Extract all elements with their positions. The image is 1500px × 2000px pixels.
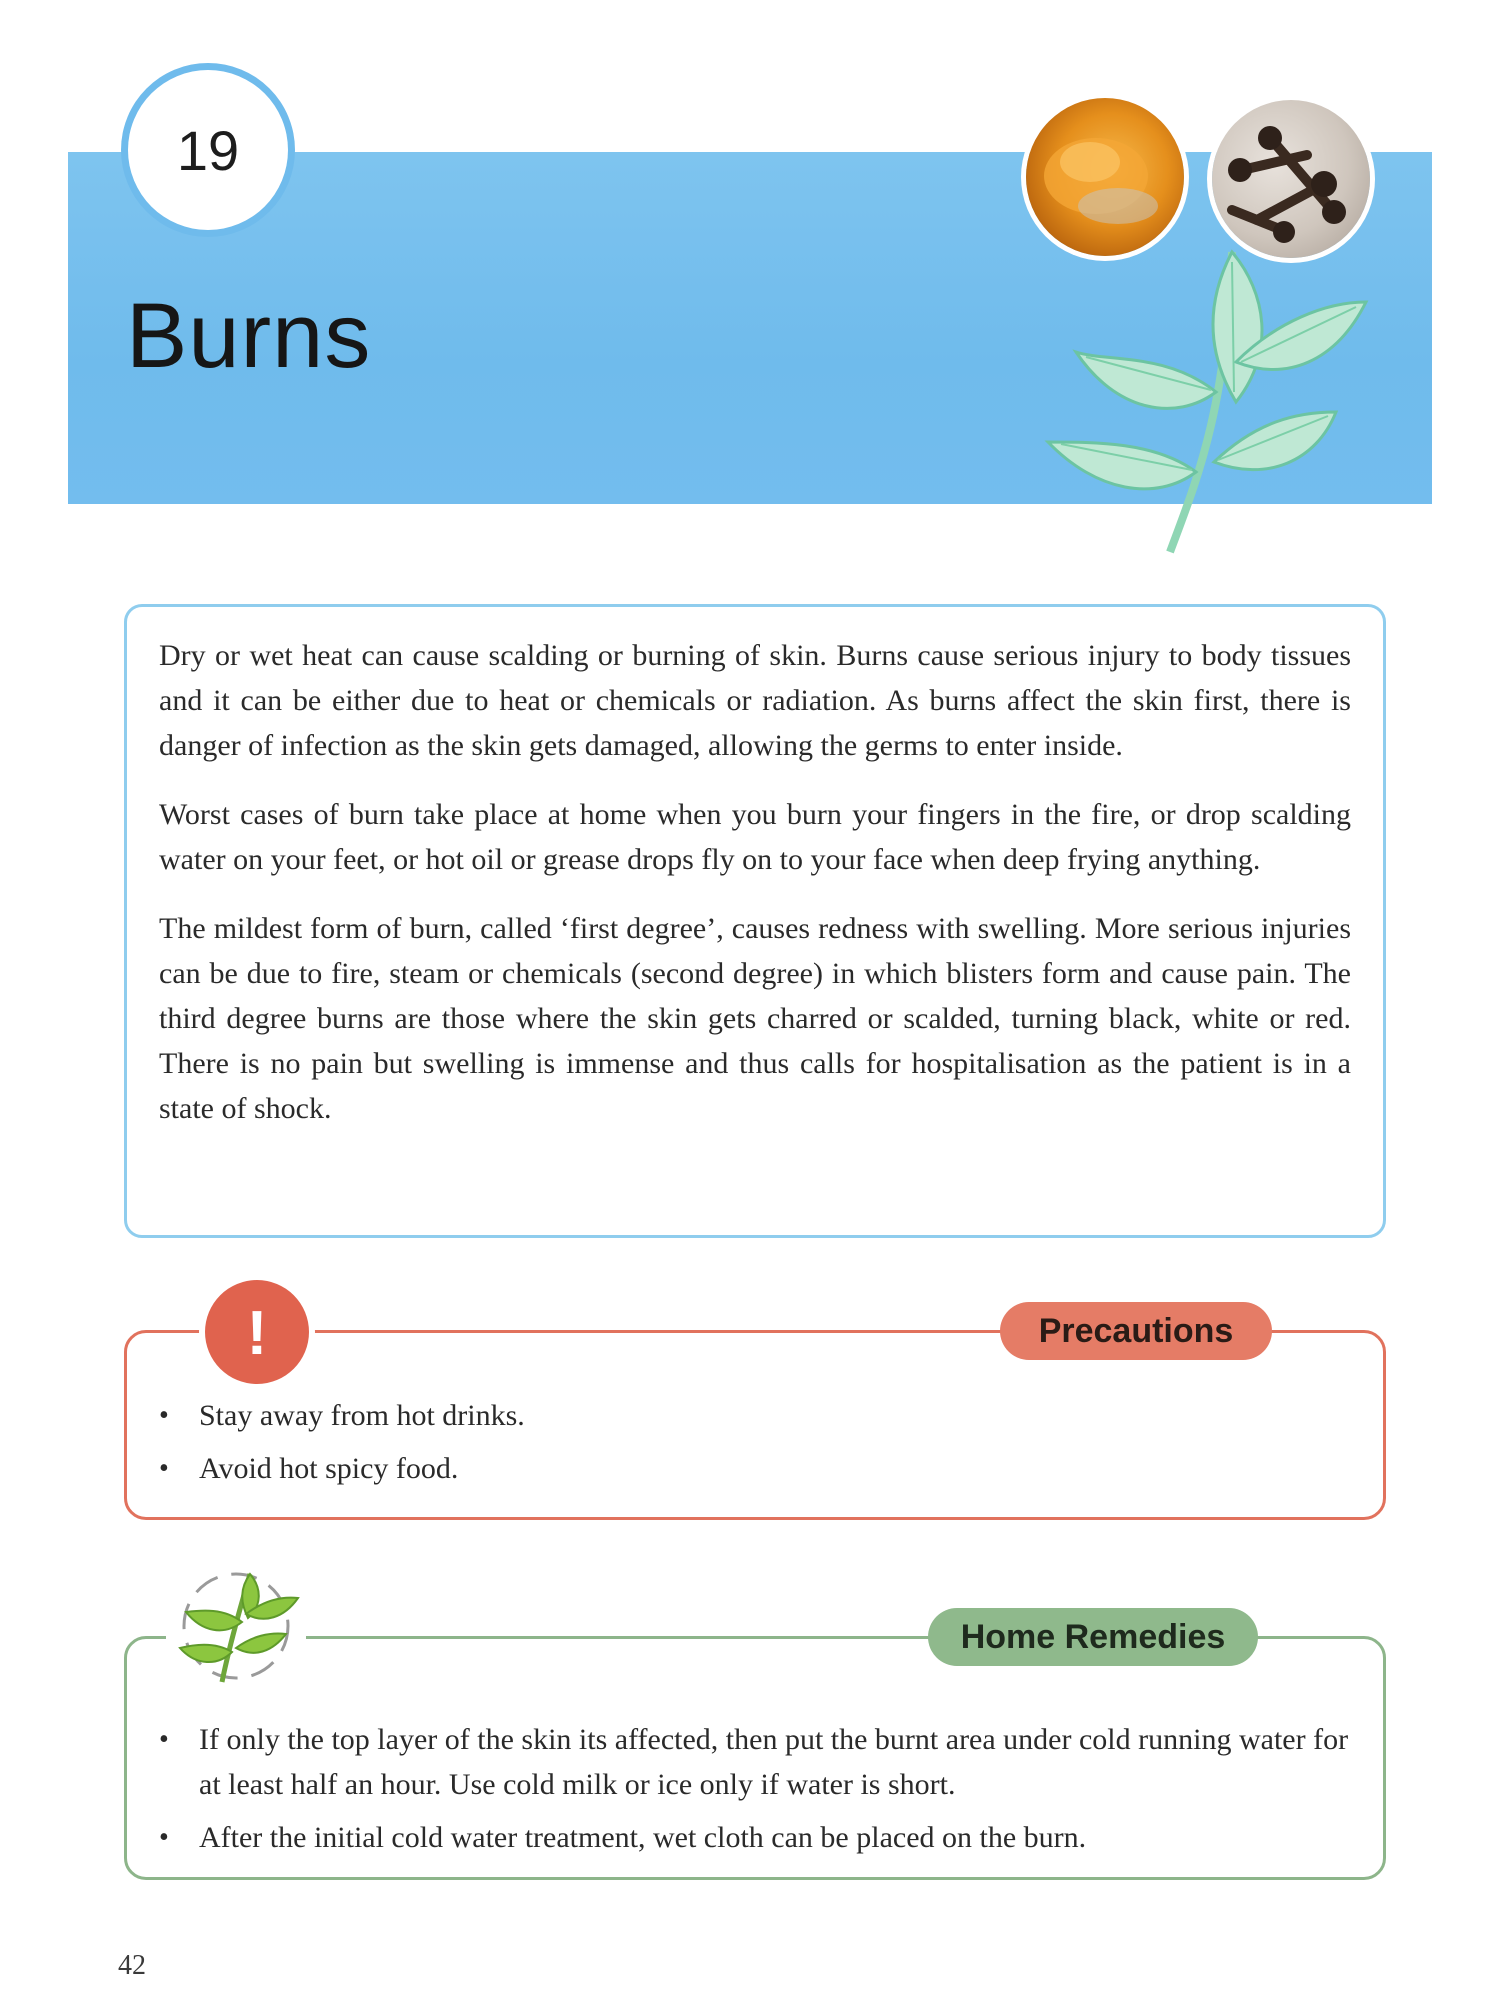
- intro-paragraph: Dry or wet heat can cause scalding or burning of skin. Burns cause serious injury to body tissues and it can be either due to heat or chemicals or radiation. As burns affect the skin first, there is danger of infection as the skin gets damaged, allowing the germs to enter inside.: [159, 639, 1351, 762]
- intro-panel: [124, 604, 1386, 1238]
- remedies-label: Home Remedies: [928, 1608, 1258, 1666]
- warning-icon-glyph: !: [246, 1299, 268, 1368]
- chapter-number: 19: [128, 70, 288, 230]
- precautions-list: [159, 1393, 525, 1499]
- remedies-panel: [124, 1636, 1386, 1880]
- page-title: Burns: [126, 285, 372, 387]
- remedies-list: [159, 1717, 1351, 1868]
- intro-paragraph: Worst cases of burn take place at home when you burn your fingers in the fire, or drop scalding water on your feet, or hot oil or grease drops fly on to your face when deep frying anything.: [159, 798, 1351, 876]
- leaf-decoration-icon: [1036, 212, 1376, 572]
- page-number: 42: [118, 1950, 146, 1981]
- intro-paragraph: The mildest form of burn, called ‘first degree’, causes redness with swelling. More serious injuries can be due to fire, steam or chemicals (second degree) in which blisters form and cause pain. The third degree burns are those where the skin gets charred or scalded, turning black, white or red. There is no pain but swelling is immense and thus calls for hospitalisation as the patient is in a state of shock.: [159, 912, 1351, 1125]
- list-item: • Avoid hot spicy food.: [159, 1446, 525, 1491]
- list-item: • After the initial cold water treatment, wet cloth can be placed on the burn.: [159, 1815, 1351, 1860]
- list-item: • If only the top layer of the skin its affected, then put the burnt area under cold running water for at least half an hour. Use cold milk or ice only if water is short.: [159, 1717, 1351, 1807]
- herb-icon: [166, 1552, 306, 1692]
- precautions-label: Precautions: [1000, 1302, 1272, 1360]
- warning-icon: [205, 1280, 309, 1384]
- list-item: • Stay away from hot drinks.: [159, 1393, 525, 1438]
